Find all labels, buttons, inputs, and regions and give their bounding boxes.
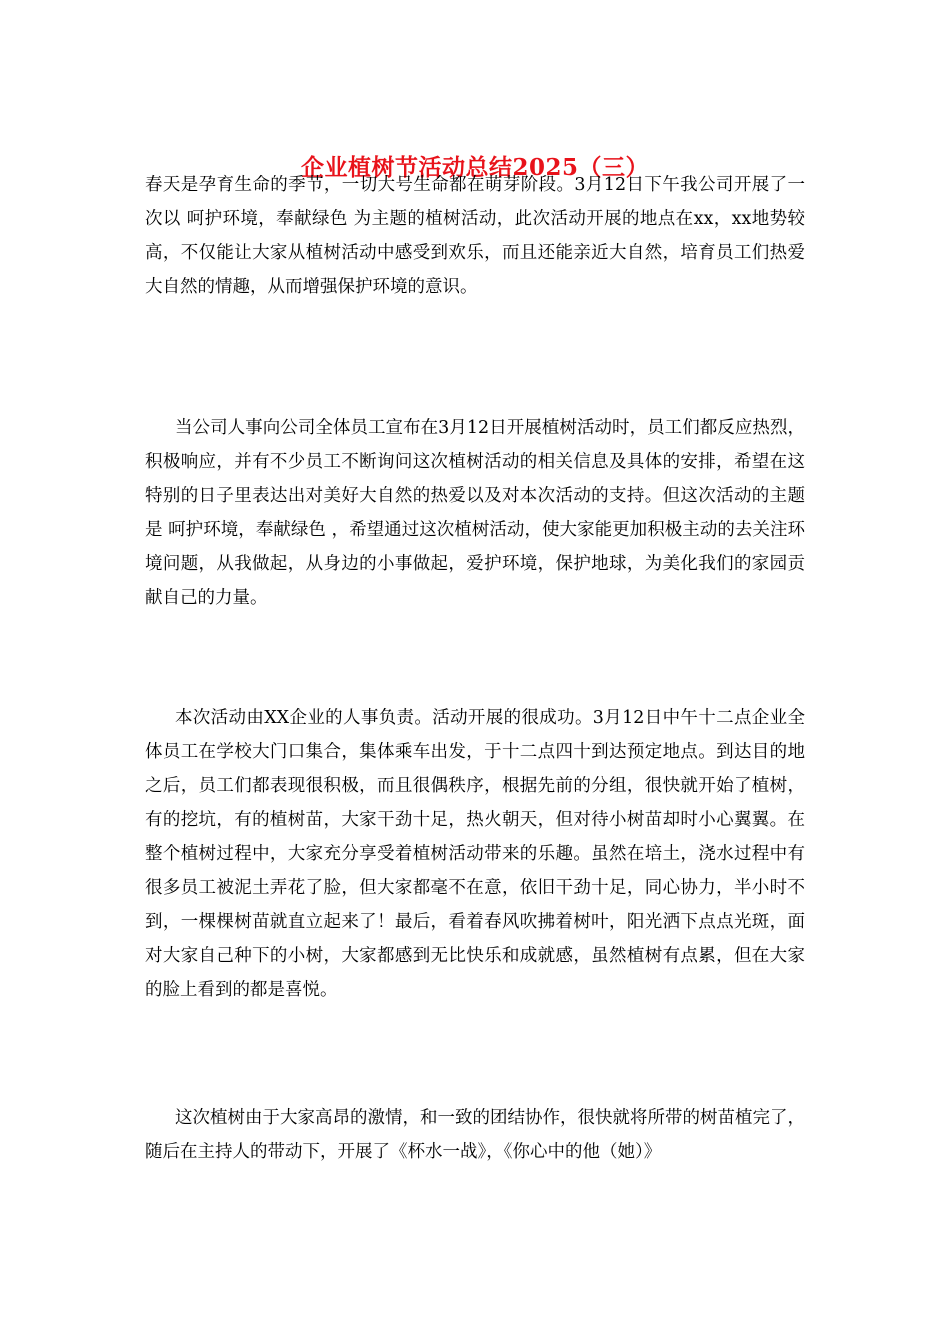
paragraph-4: 这次植树由于大家高昂的激情，和一致的团结协作，很快就将所带的树苗植完了，随后在主持人的带动下，开展了《杯水一战》，《你心中的他（她）》 [145,1108,805,1162]
paragraph-3: 本次活动由XX企业的人事负责。活动开展的很成功。3月12日中午十二点企业全体员工在学校大门口集合，集体乘车出发，于十二点四十到达预定地点。到达目的地之后，员工们都表现很积极，而且很偶秩序，根据先前的分组，很快就开始了植树，有的挖坑，有的植树苗，大家干劲十足，热火朝天，但对待小树苗却时小心翼翼。在整个植树过程中，大家充分享受着植树活动带来的乐趣。虽然在培土，浇水过程中有很多员工被泥土弄花了脸，但大家都毫不在意，依旧干劲十足，同心协力，半小时不到，一棵棵树苗就直立起来了！最后，看着春风吹拂着树叶，阳光洒下点点光斑，面对大家自己种下的小树，大家都感到无比快乐和成就感，虽然植树有点累，但在大家的脸上看到的都是喜悦。 [145,708,805,1000]
paragraph-1: 春天是孕育生命的季节，一切大号生命都在萌芽阶段。3月12日下午我公司开展了一次以 呵护环境，奉献绿色 为主题的植树活动，此次活动开展的地点在xx，xx地势较高，不仅能让大家从植树活动中感受到欢乐，而且还能亲近大自然，培育员工们热爱大自然的情趣，从而增强保护环境的意识。 [145,175,805,297]
paragraph-2: 当公司人事向公司全体员工宣布在3月12日开展植树活动时，员工们都反应热烈，积极响应，并有不少员工不断询问这次植树活动的相关信息及具体的安排，希望在这特别的日子里表达出对美好大自然的热爱以及对本次活动的支持。但这次活动的主题是 呵护环境，奉献绿色 ，希望通过这次植树活动，使大家能更加积极主动的去关注环境问题，从我做起，从身边的小事做起，爱护环境，保护地球，为美化我们的家园贡献自己的力量。 [145,418,805,608]
document-title: 企业植树节活动总结2025（三） [300,154,649,181]
